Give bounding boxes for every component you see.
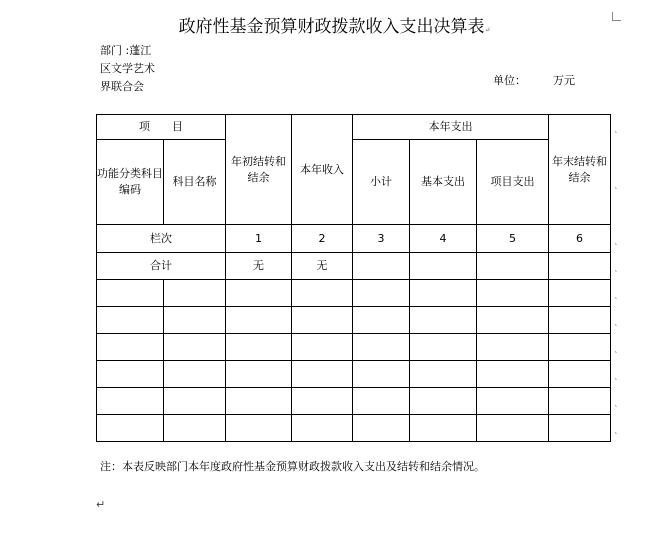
- department-info: [100, 42, 160, 96]
- table-cell: [353, 361, 410, 388]
- table-cell: [477, 307, 549, 334]
- table-cell: [549, 415, 611, 442]
- col-number: 1: [226, 225, 292, 253]
- table-cell: [353, 334, 410, 361]
- table-cell: [549, 253, 611, 280]
- unit-info: [493, 72, 526, 88]
- table-cell: [410, 361, 477, 388]
- row-end-mark: ˛: [614, 344, 618, 353]
- table-cell: [164, 415, 226, 442]
- header-basic-expense: 基本支出: [410, 140, 477, 225]
- row-end-mark: ˛: [614, 290, 618, 299]
- table-cell: [549, 334, 611, 361]
- table-row: [97, 334, 611, 361]
- header-subtotal: 小计: [353, 140, 410, 225]
- row-end-mark: ˛: [614, 317, 618, 326]
- paragraph-mark: ↵: [484, 26, 491, 34]
- table-cell: [292, 361, 353, 388]
- row-end-mark: ˛: [614, 425, 618, 434]
- budget-table: [96, 114, 611, 442]
- header-project-expense: 项目支出: [477, 140, 549, 225]
- table-cell: [292, 280, 353, 307]
- header-closing-balance: 年末结转和结余: [549, 115, 611, 225]
- row-col-label: 栏次: [97, 225, 226, 253]
- table-cell: [97, 361, 164, 388]
- table-cell: [292, 388, 353, 415]
- total-row: [97, 253, 611, 280]
- table-cell: [164, 361, 226, 388]
- table-cell: [353, 253, 410, 280]
- col-number: 6: [549, 225, 611, 253]
- table-cell: [353, 415, 410, 442]
- header-row-1: [97, 115, 611, 140]
- col-number: 2: [292, 225, 353, 253]
- table-cell: [226, 361, 292, 388]
- table-cell: [477, 334, 549, 361]
- header-item: 项 目: [97, 115, 226, 140]
- header-func-code: 功能分类科目编码: [97, 140, 164, 225]
- table-cell: [292, 415, 353, 442]
- table-cell: [353, 307, 410, 334]
- header-subject-name: 科目名称: [164, 140, 226, 225]
- table-cell: [549, 307, 611, 334]
- table-cell: [410, 280, 477, 307]
- table-cell: [410, 307, 477, 334]
- unit-label: 单位：: [493, 74, 526, 87]
- table-cell: [97, 307, 164, 334]
- table-row: [97, 388, 611, 415]
- table-cell: [410, 253, 477, 280]
- table-cell: [477, 280, 549, 307]
- table-cell: [226, 415, 292, 442]
- table-cell: [164, 334, 226, 361]
- table-cell: [477, 415, 549, 442]
- table-cell: [97, 415, 164, 442]
- table-cell: [226, 307, 292, 334]
- table-cell: [97, 334, 164, 361]
- column-number-row: [97, 225, 611, 253]
- col-number: 5: [477, 225, 549, 253]
- table-cell: [292, 334, 353, 361]
- table-row: [97, 361, 611, 388]
- table-row: [97, 280, 611, 307]
- page-title: [0, 12, 669, 37]
- margin-corner-mark: [612, 12, 621, 21]
- table-cell: [549, 361, 611, 388]
- paragraph-mark: ↵: [96, 498, 106, 511]
- table-cell: [410, 334, 477, 361]
- department-name: 蓬江区文学艺术界联合会: [100, 44, 155, 93]
- header-row-2: [97, 140, 611, 225]
- table-cell: [477, 361, 549, 388]
- table-cell: [226, 280, 292, 307]
- table-row: [97, 415, 611, 442]
- table-cell: [549, 280, 611, 307]
- row-end-mark: ˛: [614, 124, 618, 133]
- table-cell: [292, 307, 353, 334]
- row-end-mark: ˛: [614, 398, 618, 407]
- row-end-mark: ˛: [614, 180, 618, 189]
- header-current-expense: 本年支出: [353, 115, 549, 140]
- table-cell: [226, 388, 292, 415]
- unit-value-wrap: [553, 72, 575, 88]
- table-cell: [164, 280, 226, 307]
- table-cell: [226, 334, 292, 361]
- table-note: [100, 458, 485, 474]
- total-label: 合计: [97, 253, 226, 280]
- total-income: 无: [292, 253, 353, 280]
- title-text: 政府性基金预算财政拨款收入支出决算表: [178, 17, 485, 37]
- col-number: 4: [410, 225, 477, 253]
- table-cell: [549, 388, 611, 415]
- table-cell: [164, 388, 226, 415]
- table-cell: [410, 415, 477, 442]
- table-cell: [97, 280, 164, 307]
- header-current-income: 本年收入: [292, 115, 353, 225]
- table-cell: [353, 388, 410, 415]
- unit-value: 万元: [553, 74, 575, 87]
- table-cell: [97, 388, 164, 415]
- table-cell: [477, 253, 549, 280]
- table-row: [97, 307, 611, 334]
- table-cell: [477, 388, 549, 415]
- table-cell: [410, 388, 477, 415]
- department-label: 部门 :: [100, 44, 130, 57]
- total-opening: 无: [226, 253, 292, 280]
- note-text: 注：本表反映部门本年度政府性基金预算财政拨款收入支出及结转和结余情况。: [100, 460, 485, 473]
- row-end-mark: ˛: [614, 371, 618, 380]
- header-opening-balance: 年初结转和结余: [226, 115, 292, 225]
- table-cell: [164, 307, 226, 334]
- row-end-mark: ˛: [614, 236, 618, 245]
- col-number: 3: [353, 225, 410, 253]
- row-end-mark: ˛: [614, 263, 618, 272]
- table-cell: [353, 280, 410, 307]
